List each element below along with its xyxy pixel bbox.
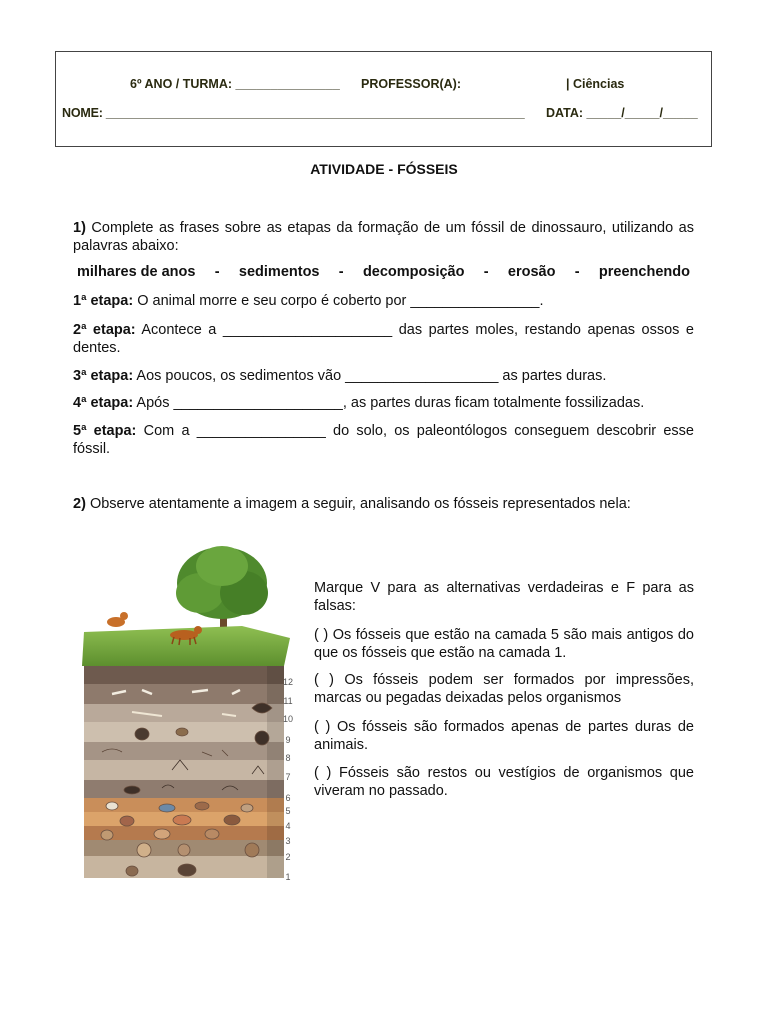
step-2[interactable] — [73, 321, 694, 357]
step-label: 1ª etapa: — [73, 293, 134, 309]
step-1[interactable] — [73, 292, 694, 310]
word-bank-separator: - — [574, 264, 580, 280]
layer-number: 10 — [282, 714, 294, 724]
layer-number: 4 — [285, 821, 291, 831]
tf-option-2[interactable]: ( ) Os fósseis podem ser formados por impressões, marcas ou pegadas deixadas pelos organismos — [314, 672, 694, 706]
tree-icon — [176, 546, 268, 641]
layer-number: 7 — [285, 772, 291, 782]
word-bank-separator: - — [483, 264, 489, 280]
ano-turma-field[interactable]: 6º ANO / TURMA: _______________ — [130, 77, 340, 91]
word-bank-item: preenchendo — [598, 264, 690, 280]
nome-field[interactable]: NOME: ______________________________________________________________ — [62, 106, 525, 120]
tf-option-1[interactable]: ( ) Os fósseis que estão na camada 5 são mais antigos do que os fósseis que estão na camada 1. — [314, 627, 694, 661]
q2-number: 2) — [73, 496, 86, 512]
layer-number: 5 — [285, 806, 291, 816]
step-text: Aos poucos, os sedimentos vão ___________________ as partes duras. — [136, 368, 607, 384]
word-bank-separator: - — [338, 264, 344, 280]
q2-prompt-text: Observe atentamente a imagem a seguir, analisando os fósseis representados nela: — [89, 496, 631, 512]
layer-number: 12 — [282, 677, 294, 687]
layer-number: 2 — [285, 852, 291, 862]
word-bank — [77, 264, 690, 280]
professor-field[interactable]: PROFESSOR(A): — [361, 77, 461, 91]
q1-number: 1) — [73, 220, 86, 236]
step-label: 3ª etapa: — [73, 368, 134, 384]
tf-option-3[interactable]: ( ) Os fósseis são formados apenas de partes duras de animais. — [314, 719, 694, 753]
layer-number: 8 — [285, 753, 291, 763]
layer-number: 11 — [283, 696, 293, 706]
subject-label: | Ciências — [566, 77, 625, 91]
soil-layers-illustration — [72, 538, 304, 898]
step-text: Acontece a _____________________ das partes moles, restando apenas ossos e dentes. — [73, 322, 694, 356]
step-3[interactable] — [73, 367, 694, 385]
activity-title: ATIVIDADE - FÓSSEIS — [310, 161, 458, 177]
q2-instruction: Marque V para as alternativas verdadeiras e F para as falsas: — [314, 580, 694, 614]
step-label: 2ª etapa: — [73, 322, 136, 338]
q1-prompt-text: Complete as frases sobre as etapas da formação de um fóssil de dinossauro, utilizando as palavras abaixo: — [73, 220, 694, 254]
word-bank-item: decomposição — [362, 264, 465, 280]
q1-prompt — [73, 219, 694, 255]
layer-number: 6 — [285, 793, 291, 803]
layer-number-labels — [283, 677, 293, 882]
word-bank-item: erosão — [507, 264, 556, 280]
step-label: 4ª etapa: — [73, 395, 134, 411]
word-bank-item: milhares de anos — [77, 264, 196, 280]
header-box — [55, 51, 712, 147]
step-4[interactable] — [73, 394, 694, 412]
step-label: 5ª etapa: — [73, 423, 137, 439]
step-text: Após _____________________, as partes duras ficam totalmente fossilizadas. — [136, 395, 645, 411]
word-bank-item: sedimentos — [238, 264, 320, 280]
layer-number: 9 — [285, 735, 291, 745]
step-text: Com a ________________ do solo, os paleontólogos conseguem descobrir esse fóssil. — [73, 423, 694, 457]
q2-prompt — [73, 495, 694, 513]
data-field[interactable]: DATA: _____/_____/_____ — [546, 106, 698, 120]
layer-number: 3 — [285, 836, 291, 846]
word-bank-separator: - — [214, 264, 220, 280]
step-5[interactable] — [73, 422, 694, 458]
layer-number: 1 — [285, 872, 291, 882]
tf-option-4[interactable]: ( ) Fósseis são restos ou vestígios de organismos que viveram no passado. — [314, 765, 694, 799]
step-text: O animal morre e seu corpo é coberto por ________________. — [137, 293, 544, 309]
